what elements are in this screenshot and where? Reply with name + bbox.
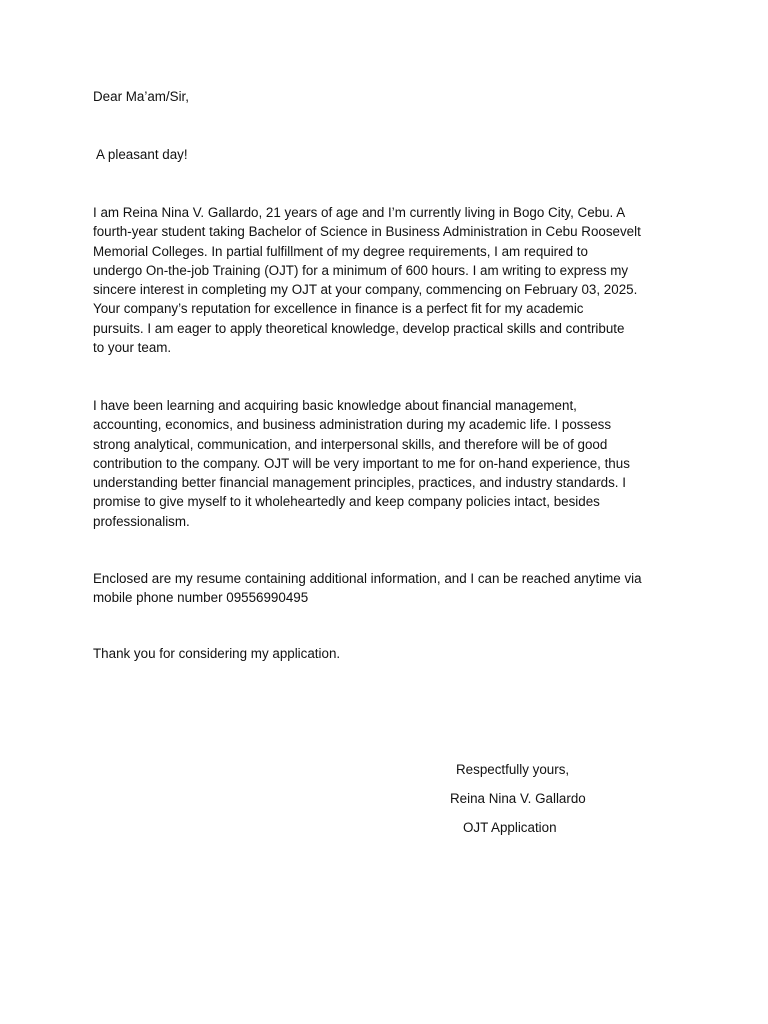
paragraph-line: accounting, economics, and business administration during my academic life. I possess xyxy=(93,417,612,433)
greeting-text: A pleasant day! xyxy=(96,147,188,162)
paragraph-line: undergo On-the-job Training (OJT) for a minimum of 600 hours. I am writing to express my xyxy=(93,262,629,278)
salutation-text: Dear Ma’am/Sir, xyxy=(93,89,189,104)
paragraph-line: sincere interest in completing my OJT at your company, commencing on February 03, 2025. xyxy=(93,282,638,298)
paragraph-thanks xyxy=(93,644,683,663)
paragraph-line: Thank you for considering my application. xyxy=(93,646,341,661)
greeting xyxy=(96,145,686,164)
paragraph-line: Your company’s reputation for excellence in finance is a perfect fit for my academic xyxy=(93,301,584,317)
paragraph-skills xyxy=(93,396,683,531)
paragraph-line: I have been learning and acquiring basic knowledge about financial management, xyxy=(93,398,577,413)
paragraph-line: strong analytical, communication, and interpersonal skills, and therefore will be of good xyxy=(93,436,608,452)
paragraph-line: Memorial Colleges. In partial fulfillment of my degree requirements, I am required to xyxy=(93,243,588,259)
paragraph-line: professionalism. xyxy=(93,513,190,529)
paragraph-line: pursuits. I am eager to apply theoretical knowledge, develop practical skills and contribute xyxy=(93,320,625,336)
salutation xyxy=(93,87,683,106)
paragraph-line: promise to give myself to it wholeheartedly and keep company policies intact, besides xyxy=(93,494,600,510)
paragraph-introduction xyxy=(93,203,683,357)
closing-phrase: Respectfully yours, xyxy=(456,762,570,777)
signer-name: Reina Nina V. Gallardo xyxy=(450,791,586,806)
paragraph-line: Enclosed are my resume containing additional information, and I can be reached anytime via xyxy=(93,571,642,586)
paragraph-contact xyxy=(93,569,683,608)
paragraph-line: understanding better financial management principles, practices, and industry standards. I xyxy=(93,475,626,491)
paragraph-line: contribution to the company. OJT will be very important to me for on-hand experience, thus xyxy=(93,455,630,471)
signer-role: OJT Application xyxy=(463,820,557,835)
paragraph-line: to your team. xyxy=(93,340,172,356)
paragraph-line: mobile phone number 09556990495 xyxy=(93,590,309,606)
paragraph-line: fourth-year student taking Bachelor of Science in Business Administration in Cebu Roosevelt xyxy=(93,224,641,240)
paragraph-line: I am Reina Nina V. Gallardo, 21 years of age and I’m currently living in Bogo City, Cebu. A xyxy=(93,205,626,220)
